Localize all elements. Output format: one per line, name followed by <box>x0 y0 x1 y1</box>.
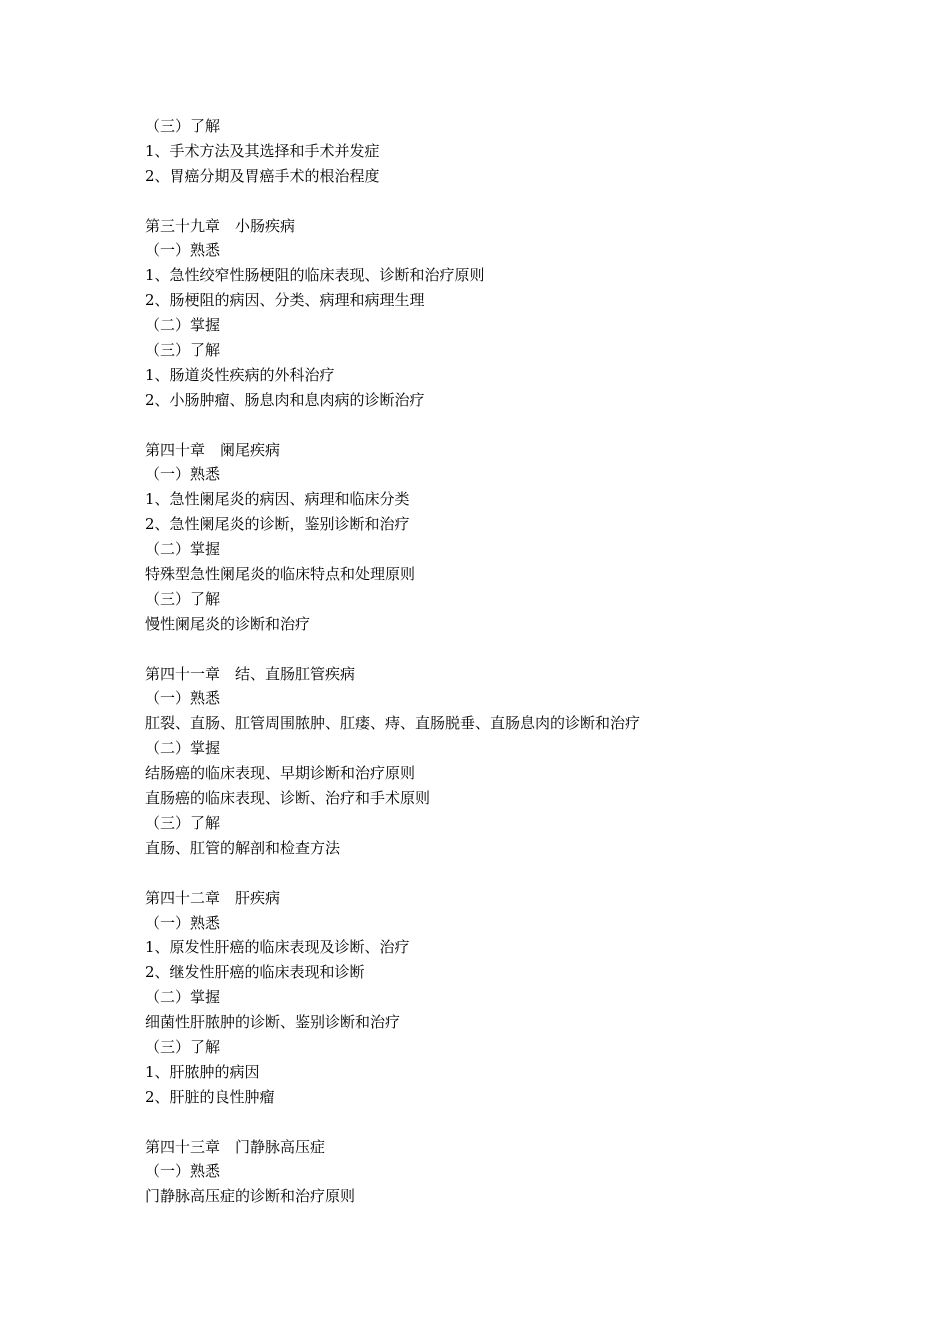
subheading-familiar: （一）熟悉 <box>145 241 221 260</box>
section-chapter-41 <box>145 662 890 861</box>
section-chapter-42 <box>145 886 890 1110</box>
chapter-title: 第四十一章 结、直肠肛管疾病 <box>145 664 356 683</box>
subheading-understand: （三）了解 <box>145 117 221 135</box>
section-stomach-continued <box>145 114 890 189</box>
list-item: 2、急性阑尾炎的诊断，鉴别诊断和治疗 <box>145 515 410 534</box>
list-item: 特殊型急性阑尾炎的临床特点和处理原则 <box>145 565 416 584</box>
list-item: 1、肝脓肿的病因 <box>145 1062 260 1081</box>
list-item: 1、手术方法及其选择和手术并发症 <box>145 141 380 160</box>
list-item: 直肠、肛管的解剖和检查方法 <box>145 838 341 857</box>
list-item: 结肠癌的临床表现、早期诊断和治疗原则 <box>145 764 416 783</box>
list-item: 1、急性阑尾炎的病因、病理和临床分类 <box>145 490 410 509</box>
subheading-understand: （三）了解 <box>145 813 221 832</box>
chapter-title: 第三十九章 小肠疾病 <box>145 216 296 235</box>
subheading-master: （二）掌握 <box>145 739 221 758</box>
subheading-familiar: （一）熟悉 <box>145 689 221 708</box>
list-item: 1、急性绞窄性肠梗阻的临床表现、诊断和治疗原则 <box>145 266 485 285</box>
list-item: 肛裂、直肠、肛管周围脓肿、肛瘘、痔、直肠脱垂、直肠息肉的诊断和治疗 <box>145 714 641 733</box>
subheading-master: （二）掌握 <box>145 988 221 1007</box>
list-item: 直肠癌的临床表现、诊断、治疗和手术原则 <box>145 789 431 808</box>
list-item: 2、胃癌分期及胃癌手术的根治程度 <box>145 166 380 185</box>
list-item: 1、原发性肝癌的临床表现及诊断、治疗 <box>145 938 410 957</box>
list-item: 2、肝脏的良性肿瘤 <box>145 1087 275 1106</box>
chapter-title: 第四十二章 肝疾病 <box>145 888 281 907</box>
subheading-understand: （三）了解 <box>145 1037 221 1056</box>
list-item: 2、肠梗阻的病因、分类、病理和病理生理 <box>145 291 425 310</box>
list-item: 2、继发性肝癌的临床表现和诊断 <box>145 963 365 982</box>
subheading-master: （二）掌握 <box>145 316 221 335</box>
subheading-familiar: （一）熟悉 <box>145 913 221 932</box>
subheading-familiar: （一）熟悉 <box>145 465 221 484</box>
list-item: 门静脉高压症的诊断和治疗原则 <box>145 1187 356 1206</box>
section-chapter-39 <box>145 214 890 413</box>
section-chapter-40 <box>145 438 890 637</box>
subheading-familiar: （一）熟悉 <box>145 1162 221 1181</box>
list-item: 2、小肠肿瘤、肠息肉和息肉病的诊断治疗 <box>145 390 425 409</box>
chapter-title: 第四十三章 门静脉高压症 <box>145 1137 326 1156</box>
subheading-master: （二）掌握 <box>145 540 221 559</box>
chapter-title: 第四十章 阑尾疾病 <box>145 440 281 459</box>
list-item: 慢性阑尾炎的诊断和治疗 <box>145 614 311 633</box>
subheading-understand: （三）了解 <box>145 589 221 608</box>
list-item: 1、肠道炎性疾病的外科治疗 <box>145 365 335 384</box>
subheading-understand: （三）了解 <box>145 341 221 360</box>
section-chapter-43 <box>145 1135 890 1210</box>
list-item: 细菌性肝脓肿的诊断、鉴别诊断和治疗 <box>145 1013 401 1032</box>
